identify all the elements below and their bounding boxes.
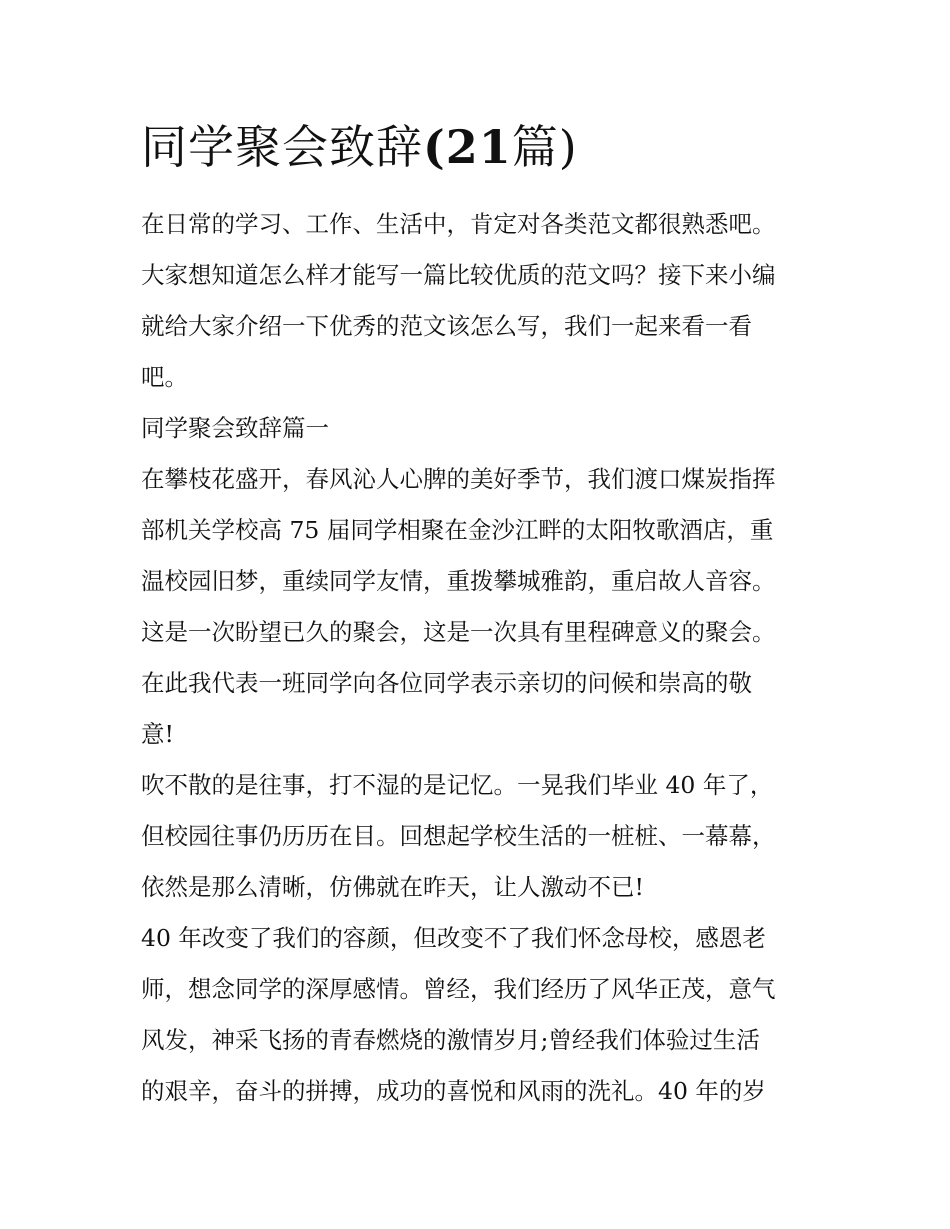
paragraph-3	[141, 913, 821, 1117]
text-line: 在攀枝花盛开，春风沁人心脾的美好季节，我们渡口煤炭指挥	[141, 465, 776, 493]
text-line: 的艰辛，奋斗的拼搏，成功的喜悦和风雨的洗礼。40 年的岁	[141, 1077, 766, 1105]
document-title	[141, 112, 821, 182]
text-line: 部机关学校高 75 届同学相聚在金沙江畔的太阳牧歌酒店，重	[141, 516, 774, 544]
text-line: 师，想念同学的深厚感情。曾经，我们经历了风华正茂，意气	[141, 975, 776, 1003]
title-main: 同学聚会致辞	[141, 120, 423, 174]
text-line: 依然是那么清晰，仿佛就在昨天，让人激动不已!	[141, 873, 644, 901]
title-paren-count: (21	[423, 120, 512, 174]
section-heading	[141, 403, 821, 454]
text-line: 吹不散的是往事，打不湿的是记忆。一晃我们毕业 40 年了，	[141, 771, 774, 799]
text-line: 在此我代表一班同学向各位同学表示亲切的问候和崇高的敬	[141, 669, 752, 697]
text-line: 但校园往事仍历历在目。回想起学校生活的一桩桩、一幕幕，	[141, 822, 776, 850]
paragraph-2	[141, 760, 821, 913]
text-line: 就给大家介绍一下优秀的范文该怎么写，我们一起来看一看	[141, 312, 752, 340]
title-tail: 篇)	[511, 120, 578, 174]
text-line: 这是一次盼望已久的聚会，这是一次具有里程碑意义的聚会。	[141, 618, 776, 646]
text-line: 温校园旧梦，重续同学友情，重拨攀城雅韵，重启故人音容。	[141, 567, 776, 595]
paragraph-1	[141, 454, 821, 760]
text-line: 意!	[141, 720, 174, 748]
text-line: 大家想知道怎么样才能写一篇比较优质的范文吗？接下来小编	[141, 261, 776, 289]
text-line: 风发，神采飞扬的青春燃烧的激情岁月;曾经我们体验过生活	[141, 1026, 760, 1054]
text-line: 40 年改变了我们的容颜，但改变不了我们怀念母校，感恩老	[141, 924, 766, 952]
document-body	[141, 199, 821, 1117]
paragraph-intro	[141, 199, 821, 403]
text-line: 同学聚会致辞篇一	[141, 414, 329, 442]
text-line: 吧。	[141, 363, 188, 391]
text-line: 在日常的学习、工作、生活中，肯定对各类范文都很熟悉吧。	[141, 210, 776, 238]
document-content	[141, 112, 821, 1117]
